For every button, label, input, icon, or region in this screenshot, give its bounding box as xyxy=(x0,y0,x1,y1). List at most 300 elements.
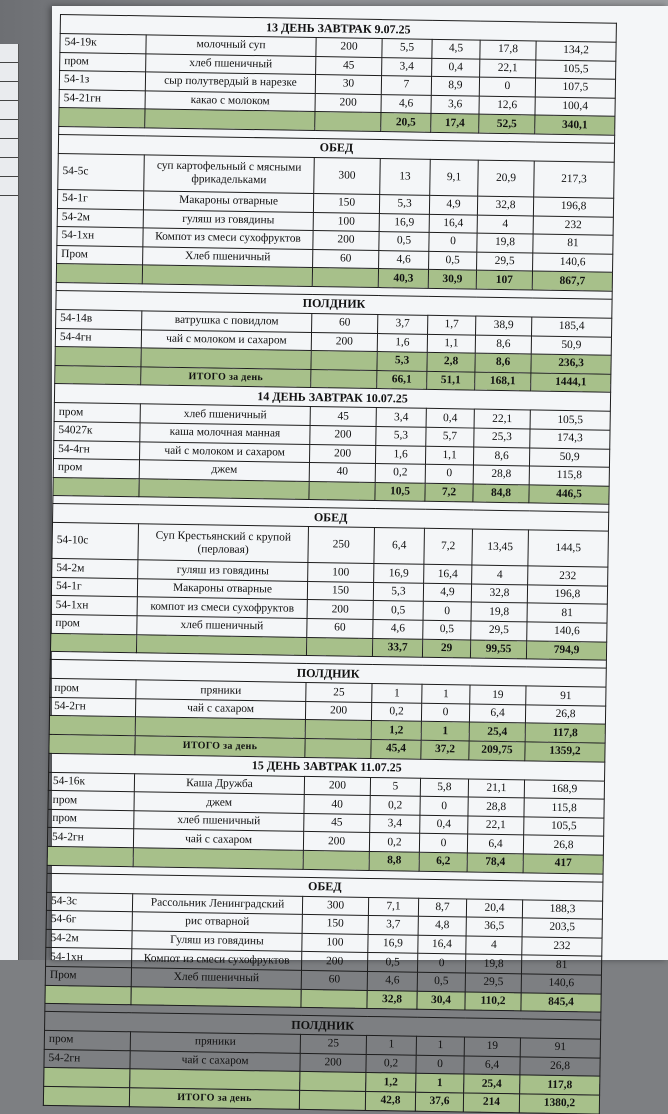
recipe-code: пром xyxy=(44,1031,130,1051)
total-calories: 340,1 xyxy=(535,115,615,135)
calories: 140,6 xyxy=(527,622,607,642)
recipe-code: 54-1хн xyxy=(51,596,137,616)
calories: 107,5 xyxy=(535,78,615,98)
day-carbs: 214 xyxy=(463,1093,519,1112)
total-calories: 117,8 xyxy=(520,1075,600,1095)
recipe-code: пром xyxy=(48,791,134,811)
dish-name: Рассольник Ленинградский xyxy=(132,893,302,914)
recipe-code: 54-14в xyxy=(56,309,142,329)
protein: 5 xyxy=(370,777,420,796)
side-sheet-line xyxy=(0,139,18,158)
meal-title: ПОЛДНИК xyxy=(56,290,612,318)
recipe-code: пром xyxy=(51,614,137,634)
protein: 1 xyxy=(372,684,422,703)
dish-name: чай с сахаром xyxy=(135,699,305,720)
side-sheet-line xyxy=(0,177,18,196)
recipe-code: Пром xyxy=(57,245,143,265)
itogo-blank-cell xyxy=(311,369,377,389)
protein: 7 xyxy=(381,76,431,95)
total-carbs: 25,4 xyxy=(469,722,525,741)
carbs: 8,6 xyxy=(475,335,531,354)
portion-grams: 200 xyxy=(315,93,381,113)
menu-sheet xyxy=(48,6,668,1110)
total-blank-cell xyxy=(300,1072,366,1092)
menu-table-wrapper xyxy=(43,14,616,1114)
fat: 4,5 xyxy=(432,39,480,58)
dish-name: сыр полутвердый в нарезке xyxy=(145,72,315,93)
carbs: 22,1 xyxy=(480,59,536,78)
dish-name: ватрушка с повидлом xyxy=(142,311,312,332)
fat: 1 xyxy=(422,685,470,704)
dish-name: Макароны отварные xyxy=(137,579,307,600)
recipe-code: пром xyxy=(54,403,140,423)
protein: 0,2 xyxy=(369,833,419,852)
carbs: 19,8 xyxy=(465,954,521,973)
day-fat: 37,6 xyxy=(415,1092,463,1111)
fat: 16,4 xyxy=(429,214,477,233)
total-fat: 29 xyxy=(422,639,470,658)
fat: 1 xyxy=(416,1036,464,1055)
protein: 3,7 xyxy=(368,916,418,935)
meal-title: ПОЛДНИК xyxy=(50,660,606,688)
protein: 5,5 xyxy=(382,39,432,58)
protein: 3,4 xyxy=(376,408,426,427)
dish-name: чай с сахаром xyxy=(133,829,303,850)
fat: 16,4 xyxy=(424,565,472,584)
portion-grams: 45 xyxy=(310,407,376,427)
recipe-code: 54-1з xyxy=(59,71,145,91)
recipe-code: пром xyxy=(48,809,134,829)
dish-name: Компот из смеси сухофруктов xyxy=(143,228,313,249)
day-calories: 1380,2 xyxy=(519,1094,599,1114)
carbs: 28,8 xyxy=(473,465,529,484)
itogo-blank-cell xyxy=(49,734,135,754)
total-fat: 1 xyxy=(421,722,469,741)
carbs: 20,9 xyxy=(478,160,535,197)
total-protein: 1,2 xyxy=(366,1073,416,1092)
dish-name: джем xyxy=(139,460,309,481)
recipe-code: 54-19к xyxy=(60,34,146,54)
dish-name: джем xyxy=(134,792,304,813)
menu-table-body xyxy=(43,15,616,1114)
fat: 4,9 xyxy=(423,583,471,602)
protein: 4,6 xyxy=(367,971,417,990)
side-sheet-line xyxy=(0,44,18,63)
protein: 16,9 xyxy=(379,213,429,232)
recipe-code: пром xyxy=(60,52,146,72)
carbs: 4 xyxy=(472,565,528,584)
day-calories: 1359,2 xyxy=(525,742,605,762)
total-blank-cell xyxy=(301,989,367,1009)
fat: 16,4 xyxy=(418,935,466,954)
fat: 0 xyxy=(425,464,473,483)
carbs: 12,6 xyxy=(479,96,535,115)
dish-name: каша молочная манная xyxy=(140,423,310,444)
carbs: 19,8 xyxy=(477,233,533,252)
recipe-code: 54-2м xyxy=(57,208,143,228)
portion-grams: 200 xyxy=(302,952,368,972)
carbs: 22,1 xyxy=(468,816,524,835)
carbs: 13,45 xyxy=(472,529,529,566)
calories: 115,8 xyxy=(524,798,604,818)
dish-name: Каша Дружба xyxy=(134,773,304,794)
fat: 4,8 xyxy=(418,916,466,935)
carbs: 28,8 xyxy=(468,797,524,816)
total-blank-cell xyxy=(53,477,139,497)
total-protein: 40,3 xyxy=(378,269,428,288)
recipe-code: 54-6г xyxy=(46,911,132,931)
calories: 100,4 xyxy=(535,97,615,117)
recipe-code: 54-2гн xyxy=(49,697,135,717)
total-protein: 8,8 xyxy=(369,851,419,870)
meal-title: ОБЕД xyxy=(58,134,614,162)
recipe-code: пром xyxy=(53,459,139,479)
calories: 140,6 xyxy=(533,253,613,273)
total-carbs: 52,5 xyxy=(479,114,535,133)
dish-name: Макароны отварные xyxy=(143,191,313,212)
dish-name: пряники xyxy=(130,1032,300,1053)
fat: 0,4 xyxy=(426,409,474,428)
total-blank-cell xyxy=(44,1068,130,1088)
total-calories: 236,3 xyxy=(531,354,611,374)
calories: 232 xyxy=(522,937,602,957)
fat: 0 xyxy=(419,834,467,853)
day-title: 14 ДЕНЬ ЗАВТРАК 10.07.25 xyxy=(54,384,610,412)
portion-grams: 100 xyxy=(313,212,379,232)
itogo-label: ИТОГО за день xyxy=(129,1088,299,1109)
itogo-label: ИТОГО за день xyxy=(141,367,311,388)
carbs: 6,4 xyxy=(464,1056,520,1075)
itogo-blank-cell xyxy=(43,1086,129,1106)
fat: 0,5 xyxy=(423,620,471,639)
protein: 16,9 xyxy=(374,564,424,583)
meal-title: ПОЛДНИК xyxy=(45,1012,601,1040)
recipe-code: пром xyxy=(50,679,136,699)
portion-grams: 200 xyxy=(304,776,370,796)
dish-name: гуляш из говядины xyxy=(138,560,308,581)
total-blank-cell xyxy=(59,108,145,128)
total-calories: 845,4 xyxy=(521,992,601,1012)
carbs: 29,5 xyxy=(465,973,521,992)
portion-grams: 200 xyxy=(305,701,371,721)
total-fat: 2,8 xyxy=(427,352,475,371)
calories: 168,9 xyxy=(524,780,604,800)
itogo-blank-cell xyxy=(55,365,141,385)
recipe-code: 54-10с xyxy=(52,523,139,560)
calories: 81 xyxy=(521,955,601,975)
portion-grams: 250 xyxy=(308,527,375,564)
calories: 140,6 xyxy=(521,974,601,994)
fat: 0,4 xyxy=(420,815,468,834)
carbs: 29,5 xyxy=(471,621,527,640)
total-fat: 30,4 xyxy=(417,991,465,1010)
itogo-label: ИТОГО за день xyxy=(135,736,305,757)
portion-grams: 200 xyxy=(313,231,379,251)
carbs: 4 xyxy=(477,215,533,234)
adjacent-sheet-edge xyxy=(0,44,19,960)
protein: 5,3 xyxy=(373,582,423,601)
calories: 196,8 xyxy=(527,585,607,605)
carbs: 25,3 xyxy=(474,428,530,447)
fat: 0,5 xyxy=(429,251,477,270)
protein: 1,6 xyxy=(377,333,427,352)
calories: 196,8 xyxy=(533,197,613,217)
day-title: 15 ДЕНЬ ЗАВТРАК 11.07.25 xyxy=(49,753,605,781)
fat: 0,4 xyxy=(432,58,480,77)
dish-name: компот из смеси сухофруктов xyxy=(137,597,307,618)
portion-grams: 150 xyxy=(307,581,373,601)
calories: 203,5 xyxy=(522,918,602,938)
carbs: 6,4 xyxy=(467,834,523,853)
protein: 0,5 xyxy=(379,232,429,251)
dish-name: Хлеб пшеничный xyxy=(143,247,313,268)
carbs: 36,5 xyxy=(466,917,522,936)
portion-grams: 300 xyxy=(314,157,381,194)
carbs: 4 xyxy=(466,936,522,955)
carbs: 29,5 xyxy=(477,252,533,271)
calories: 185,4 xyxy=(532,317,612,337)
day-protein: 66,1 xyxy=(377,370,427,389)
total-blank-cell xyxy=(306,637,372,657)
recipe-code: 54-1хн xyxy=(57,227,143,247)
dish-name: Гуляш из говядины xyxy=(132,931,302,952)
dish-name: какао с молоком xyxy=(145,91,315,112)
recipe-code: Пром xyxy=(45,966,131,986)
portion-grams: 60 xyxy=(312,313,378,333)
fat: 0 xyxy=(429,232,477,251)
calories: 50,9 xyxy=(529,447,609,467)
calories: 144,5 xyxy=(528,530,609,567)
side-sheet-line xyxy=(0,158,18,177)
fat: 1,1 xyxy=(427,334,475,353)
total-protein: 5,3 xyxy=(377,352,427,371)
portion-grams: 200 xyxy=(309,444,375,464)
recipe-code: 54-1г xyxy=(51,577,137,597)
recipe-code: 54-16к xyxy=(48,772,134,792)
total-calories: 794,9 xyxy=(526,641,606,661)
dish-name: пряники xyxy=(136,680,306,701)
calories: 26,8 xyxy=(520,1057,600,1077)
calories: 188,3 xyxy=(522,899,602,919)
portion-grams: 30 xyxy=(315,75,381,95)
recipe-code: 54-2м xyxy=(52,559,138,579)
recipe-code: 54-1г xyxy=(57,189,143,209)
side-sheet-line xyxy=(0,101,18,120)
carbs: 6,4 xyxy=(469,704,525,723)
calories: 105,5 xyxy=(524,817,604,837)
day-fat: 51,1 xyxy=(427,371,475,390)
itogo-blank-cell xyxy=(299,1090,365,1110)
recipe-code: 54-21гн xyxy=(59,89,145,109)
total-fat: 6,2 xyxy=(419,852,467,871)
protein: 0,2 xyxy=(370,796,420,815)
calories: 81 xyxy=(527,603,607,623)
protein: 0,2 xyxy=(375,464,425,483)
dish-name: молочный суп xyxy=(146,35,316,56)
portion-grams: 60 xyxy=(301,970,367,990)
carbs: 22,1 xyxy=(474,409,530,428)
day-fat: 37,2 xyxy=(421,740,469,759)
dish-name: суп картофельный с мясными фрикадельками xyxy=(144,155,315,194)
day-calories: 1444,1 xyxy=(531,373,611,393)
fat: 8,9 xyxy=(431,77,479,96)
portion-grams: 200 xyxy=(300,1053,366,1073)
itogo-blank-cell xyxy=(305,738,371,758)
total-calories: 446,5 xyxy=(529,485,609,505)
total-blank-cell xyxy=(312,268,378,288)
carbs: 19 xyxy=(470,685,526,704)
total-carbs: 8,6 xyxy=(475,353,531,372)
portion-grams: 300 xyxy=(302,896,368,916)
total-calories: 417 xyxy=(523,854,603,874)
recipe-code: 54-2м xyxy=(46,929,132,949)
fat: 0 xyxy=(420,796,468,815)
total-fat: 1 xyxy=(416,1074,464,1093)
side-sheet-line xyxy=(0,63,18,82)
protein: 5,3 xyxy=(379,195,429,214)
fat: 7,2 xyxy=(424,529,473,566)
total-calories: 117,8 xyxy=(525,723,605,743)
dish-name: хлеб пшеничный xyxy=(137,616,307,637)
portion-grams: 25 xyxy=(300,1035,366,1055)
fat: 0 xyxy=(423,602,471,621)
total-blank-cell xyxy=(56,264,142,284)
dish-name: Компот из смеси сухофруктов xyxy=(132,949,302,970)
recipe-code: 54-5с xyxy=(58,153,145,190)
fat: 4,9 xyxy=(429,195,477,214)
dish-name: чай с сахаром xyxy=(130,1050,300,1071)
portion-grams: 25 xyxy=(306,683,372,703)
fat: 0 xyxy=(417,954,465,973)
total-blank-cell xyxy=(45,985,131,1005)
calories: 115,8 xyxy=(529,466,609,486)
total-carbs: 110,2 xyxy=(465,992,521,1011)
calories: 217,3 xyxy=(534,161,615,198)
side-sheet-line xyxy=(0,82,18,101)
portion-grams: 150 xyxy=(313,193,379,213)
calories: 174,3 xyxy=(530,429,610,449)
protein: 4,6 xyxy=(381,94,431,113)
fat: 0 xyxy=(416,1055,464,1074)
fat: 1,1 xyxy=(425,446,473,465)
calories: 81 xyxy=(533,234,613,254)
calories: 105,5 xyxy=(530,410,610,430)
recipe-code: 54-1хн xyxy=(46,948,132,968)
fat: 1,7 xyxy=(428,315,476,334)
protein: 1,6 xyxy=(375,445,425,464)
calories: 91 xyxy=(520,1038,600,1058)
recipe-code: 54-4гн xyxy=(54,440,140,460)
protein: 0,2 xyxy=(371,702,421,721)
dish-name: хлеб пшеничный xyxy=(146,53,316,74)
calories: 232 xyxy=(533,216,613,236)
dish-name: рис отварной xyxy=(132,912,302,933)
dish-name: Хлеб пшеничный xyxy=(131,968,301,989)
calories: 232 xyxy=(528,566,608,586)
portion-grams: 40 xyxy=(304,795,370,815)
recipe-code: 54-2гн xyxy=(44,1049,130,1069)
total-blank-cell xyxy=(309,481,375,501)
side-sheet-line xyxy=(0,120,18,139)
total-blank-cell xyxy=(50,633,136,653)
portion-grams: 200 xyxy=(316,38,382,58)
portion-grams: 60 xyxy=(307,619,373,639)
fat: 5,7 xyxy=(426,427,474,446)
carbs: 19 xyxy=(464,1037,520,1056)
total-fat: 17,4 xyxy=(431,114,479,133)
calories: 26,8 xyxy=(523,835,603,855)
portion-grams: 60 xyxy=(313,249,379,269)
protein: 3,7 xyxy=(378,314,428,333)
total-protein: 1,2 xyxy=(371,721,421,740)
total-carbs: 84,8 xyxy=(473,484,529,503)
dish-name: Суп Крестьянский с крупой (перловая) xyxy=(138,524,309,563)
fat: 3,6 xyxy=(431,95,479,114)
portion-grams: 40 xyxy=(309,463,375,483)
carbs: 19,8 xyxy=(471,603,527,622)
total-fat: 30,9 xyxy=(428,270,476,289)
fat: 0,5 xyxy=(417,972,465,991)
dish-name: хлеб пшеничный xyxy=(134,811,304,832)
protein: 7,1 xyxy=(368,897,418,916)
total-blank-cell xyxy=(49,716,135,736)
fat: 5,8 xyxy=(420,778,468,797)
portion-grams: 200 xyxy=(310,425,376,445)
total-blank-cell xyxy=(303,850,369,870)
total-carbs: 25,4 xyxy=(464,1074,520,1093)
portion-grams: 200 xyxy=(303,832,369,852)
day-title: 13 ДЕНЬ ЗАВТРАК 9.07.25 xyxy=(60,15,616,43)
total-blank-cell xyxy=(47,846,133,866)
fat: 8,7 xyxy=(418,898,466,917)
protein: 0,5 xyxy=(373,601,423,620)
total-carbs: 78,4 xyxy=(467,853,523,872)
calories: 26,8 xyxy=(525,705,605,725)
protein: 6,4 xyxy=(374,528,425,565)
recipe-code: 54027к xyxy=(54,421,140,441)
total-protein: 33,7 xyxy=(372,638,422,657)
total-blank-cell xyxy=(315,112,381,132)
carbs: 0 xyxy=(479,77,535,96)
protein: 3,4 xyxy=(382,57,432,76)
portion-grams: 150 xyxy=(302,915,368,935)
protein: 1 xyxy=(366,1036,416,1055)
protein: 4,6 xyxy=(379,250,429,269)
total-blank-cell xyxy=(55,347,141,367)
fat: 0 xyxy=(421,703,469,722)
portion-grams: 45 xyxy=(304,813,370,833)
day-protein: 42,8 xyxy=(365,1091,415,1110)
portion-grams: 100 xyxy=(308,563,374,583)
protein: 0,2 xyxy=(366,1054,416,1073)
protein: 5,3 xyxy=(376,426,426,445)
protein: 13 xyxy=(380,159,431,196)
menu-table xyxy=(43,14,617,1114)
carbs: 8,6 xyxy=(473,447,529,466)
day-carbs: 168,1 xyxy=(475,372,531,391)
portion-grams: 200 xyxy=(307,600,373,620)
portion-grams: 45 xyxy=(316,56,382,76)
recipe-code: 54-2гн xyxy=(47,828,133,848)
total-blank-cell xyxy=(311,351,377,371)
dish-name: гуляш из говядины xyxy=(143,209,313,230)
total-protein: 20,5 xyxy=(381,113,431,132)
day-carbs: 209,75 xyxy=(469,741,525,760)
total-carbs: 107 xyxy=(476,270,532,289)
total-calories: 867,7 xyxy=(532,271,612,291)
fat: 9,1 xyxy=(430,159,479,196)
carbs: 21,1 xyxy=(468,779,524,798)
